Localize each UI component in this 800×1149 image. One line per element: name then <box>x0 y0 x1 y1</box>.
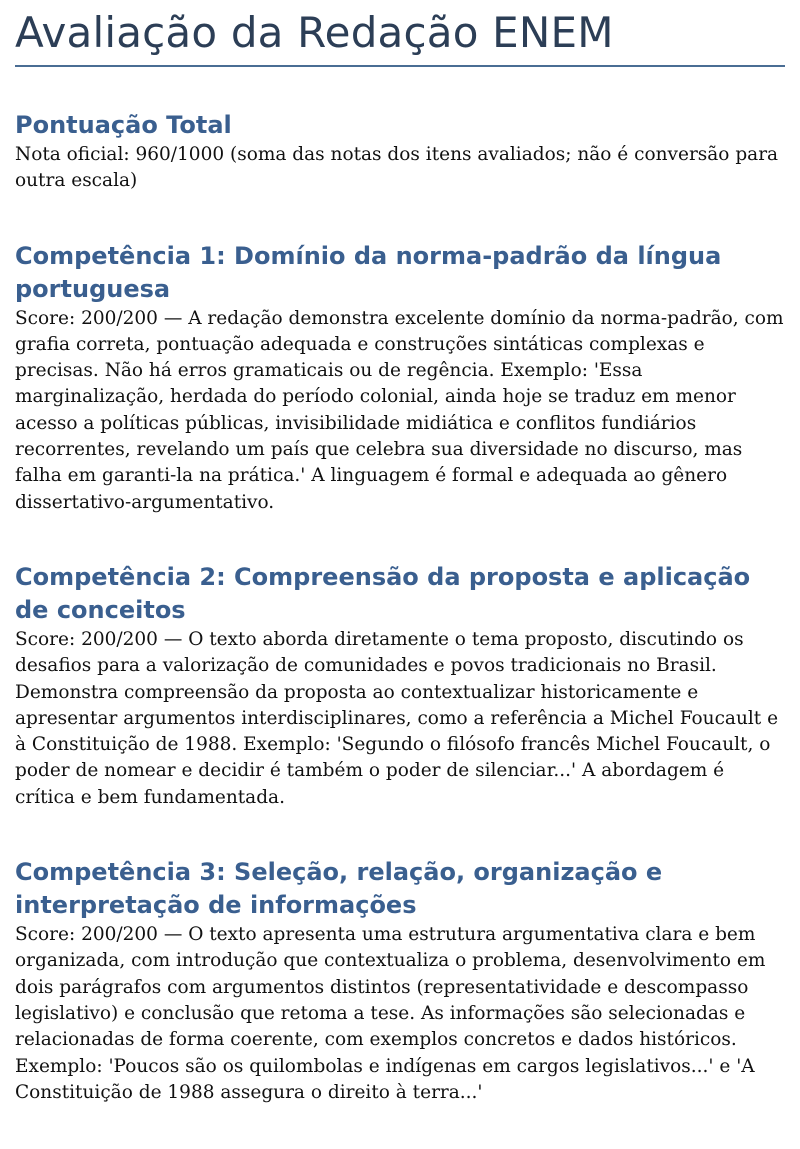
page-title: Avaliação da Redação ENEM <box>15 7 785 67</box>
section-body: Score: 200/200 — A redação demonstra excelente domínio da norma-padrão, com grafia correta, pontuação adequada e construções sintáticas complexas e precisas. Não há erros gramaticais ou de regência. Exemplo: 'Essa marginalização, herdada do período colonial, ainda hoje se traduz em menor acesso a políticas públicas, invisibilidade midiática e conflitos fundiários recorrentes, revelando um país que celebra sua diversidade no discurso, mas falha em garanti-la na prática.' A linguagem é formal e adequada ao gênero dissertativo-argumentativo. <box>15 307 784 513</box>
section-heading: Competência 3: Seleção, relação, organização e interpretação de informações <box>15 858 663 920</box>
section-body: Score: 200/200 — O texto apresenta uma estrutura argumentativa clara e bem organizada, com introdução que contextualiza o problema, desenvolvimento em dois parágrafos com argumentos distintos (representatividade e descompasso legislativo) e conclusão que retoma a tese. As informações são selecionadas e relacionadas de forma coerente, com exemplos concretos e dados históricos. Exemplo: 'Poucos são os quilombolas e indígenas em cargos legislativos...' e 'A Constituição de 1988 assegura o direito à terra...' <box>15 924 766 1103</box>
section-heading: Competência 1: Domínio da norma-padrão da língua portuguesa <box>15 241 722 303</box>
section-competencia-3 <box>15 856 785 1106</box>
section-body: Nota oficial: 960/1000 (soma das notas dos itens avaliados; não é conversão para outra escala) <box>15 144 779 192</box>
section-heading: Competência 2: Compreensão da proposta e aplicação de conceitos <box>15 562 751 624</box>
section-competencia-2 <box>15 561 785 811</box>
section-body: Score: 200/200 — O texto aborda diretamente o tema proposto, discutindo os desafios para a valorização de comunidades e povos tradicionais no Brasil. Demonstra compreensão da proposta ao contextualizar historicamente e apresentar argumentos interdisciplinares, como a referência a Michel Foucault e à Constituição de 1988. Exemplo: 'Segundo o filósofo francês Michel Foucault, o poder de nomear e decidir é também o poder de silenciar...' A abordagem é crítica e bem fundamentada. <box>15 628 779 808</box>
section-competencia-1 <box>15 240 785 516</box>
section-total-score <box>15 109 785 195</box>
section-heading: Pontuação Total <box>15 111 232 139</box>
